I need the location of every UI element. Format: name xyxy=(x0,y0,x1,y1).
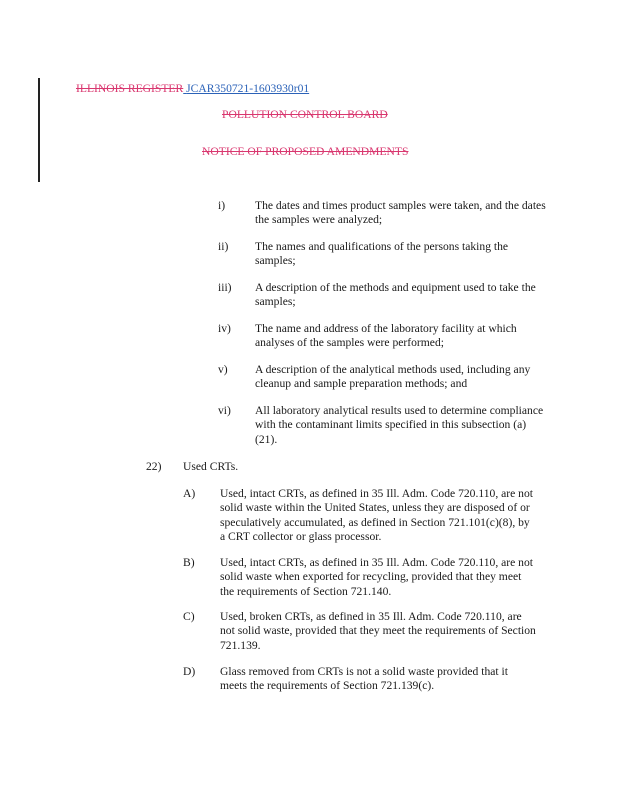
board-name-struck: POLLUTION CONTROL BOARD xyxy=(222,108,388,121)
jcar-id-inserted: JCAR350721-1603930r01 xyxy=(186,82,310,95)
item-text: A description of the methods and equipment used to take the samples; xyxy=(255,281,536,309)
item-number: ii) xyxy=(218,240,229,253)
section-heading xyxy=(146,460,346,476)
item-number: B) xyxy=(183,556,195,569)
item-text: Used, intact CRTs, as defined in 35 Ill. Adm. Code 720.110, are not solid waste within the United States, unless they are disposed of or speculatively accumulated, as defined in Section 721.101(c)(8), by a CRT collector or glass processor. xyxy=(220,487,533,544)
item-number: C) xyxy=(183,610,195,623)
item-number: i) xyxy=(218,199,226,212)
item-number: vi) xyxy=(218,404,231,417)
item-number: iv) xyxy=(218,322,231,335)
list-item xyxy=(183,487,543,547)
item-text: A description of the analytical methods used, including any cleanup and sample preparation methods; and xyxy=(255,363,531,391)
list-item xyxy=(183,556,543,601)
list-item xyxy=(218,322,548,352)
list-item xyxy=(218,404,548,449)
item-number: iii) xyxy=(218,281,232,294)
item-text: The name and address of the laboratory facility at which analyses of the samples were performed; xyxy=(255,322,517,350)
notice-title-struck: NOTICE OF PROPOSED AMENDMENTS xyxy=(202,145,409,158)
item-text: All laboratory analytical results used to determine compliance with the contaminant limits specified in this subsection (a)(21). xyxy=(255,404,544,446)
item-text: Used, intact CRTs, as defined in 35 Ill. Adm. Code 720.110, are not solid waste when exported for recycling, provided that they meet the requirements of Section 721.140. xyxy=(220,556,533,598)
list-item xyxy=(183,610,543,655)
section-number: 22) xyxy=(146,460,162,473)
item-number: v) xyxy=(218,363,228,376)
change-bar xyxy=(38,78,40,182)
list-item xyxy=(218,363,548,393)
item-number: A) xyxy=(183,487,196,500)
item-text: Glass removed from CRTs is not a solid waste provided that it meets the requirements of Section 721.139(c). xyxy=(220,665,508,693)
list-item xyxy=(218,281,548,311)
item-text: Used, broken CRTs, as defined in 35 Ill. Adm. Code 720.110, are not solid waste, provided that they meet the requirements of Section 721.139. xyxy=(220,610,536,652)
item-number: D) xyxy=(183,665,196,678)
list-item xyxy=(218,199,548,229)
list-item xyxy=(218,240,548,270)
list-item xyxy=(183,665,543,695)
item-text: The names and qualifications of the persons taking the samples; xyxy=(255,240,509,268)
section-title: Used CRTs. xyxy=(183,460,239,473)
register-title-struck: ILLINOIS REGISTER xyxy=(76,82,184,95)
item-text: The dates and times product samples were taken, and the dates the samples were analyzed; xyxy=(255,199,546,227)
header-line xyxy=(76,82,309,96)
